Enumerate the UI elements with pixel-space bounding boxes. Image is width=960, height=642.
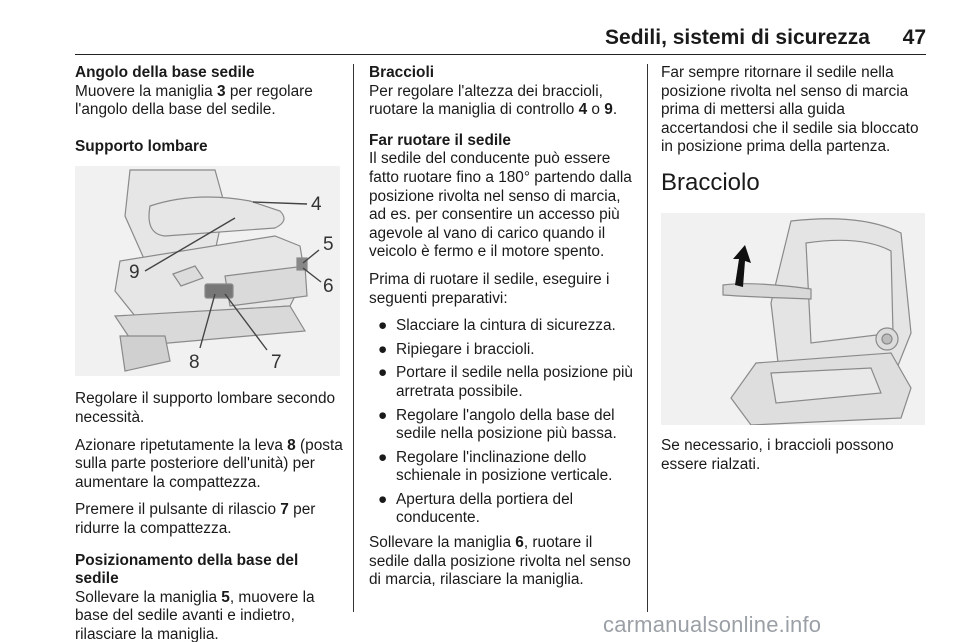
- paragraph-armrests-raised: Se necessario, i braccioli possono essere rialzati.: [661, 436, 894, 473]
- list-item: ● Regolare l'inclinazione dello schienale in posizione verticale.: [378, 448, 613, 485]
- list-item: ● Portare il sedile nella posizione più arretrata possibile.: [378, 364, 633, 400]
- heading-armrests: Braccioli: [369, 64, 435, 81]
- paragraph-rotate-info: Il sedile del conducente può essere fatto ruotare fino a 180° partendo dalla posizione rivolta nel senso di marcia, ad es. per consentire un accesso più agevole al vano di carico quando il veicolo è fermo e il motore spento.: [369, 150, 632, 261]
- paragraph-armrest-height: Per regolare l'altezza dei braccioli, ruotare la maniglia di controllo 4 o 9.: [369, 82, 618, 119]
- figure-label-5: 5: [323, 234, 334, 256]
- figure-label-8: 8: [189, 352, 200, 374]
- figure-label-9: 9: [129, 262, 140, 284]
- list-item: ● Ripiegare i braccioli.: [378, 340, 535, 358]
- paragraph-lever-8: Azionare ripetutamente la leva 8 (posta sulla parte posteriore dell'unità) per aumentare la compattezza.: [75, 436, 343, 491]
- paragraph-handle-6: Sollevare la maniglia 6, ruotare il sedile dalla posizione rivolta nel senso di marcia, rilasciare la maniglia.: [369, 534, 631, 589]
- heading-seat-base-angle: Angolo della base sedile: [75, 64, 255, 81]
- page-number: 47: [902, 26, 926, 49]
- column-divider-2: [647, 64, 648, 612]
- heading-armrest: Bracciolo: [661, 168, 760, 196]
- column-2: [369, 64, 634, 599]
- paragraph-return-seat: Far sempre ritornare il sedile nella posizione rivolta nel senso di marcia prima di mettersi alla guida accertandosi che il sedile sia bloccato in posizione prima della partenza.: [661, 64, 919, 156]
- list-item: ● Regolare l'angolo della base del sedile nella posizione più bassa.: [378, 406, 617, 443]
- figure-label-7: 7: [271, 352, 282, 374]
- figure-label-4: 4: [311, 194, 322, 216]
- watermark: carmanualsonline.info: [603, 612, 822, 637]
- armrest-figure: [661, 213, 925, 425]
- column-1: [75, 64, 345, 642]
- header-rule: [75, 54, 926, 55]
- heading-seat-base-position: Posizionamento della base del sedile: [75, 551, 299, 588]
- paragraph-handle-5: Sollevare la maniglia 5, muovere la base del sedile avanti e indietro, rilasciare la maniglia.: [75, 588, 315, 642]
- heading-lumbar-support: Supporto lombare: [75, 137, 208, 155]
- paragraph-preparations: Prima di ruotare il sedile, eseguire i seguenti preparativi:: [369, 270, 610, 307]
- list-item: ● Slacciare la cintura di sicurezza.: [378, 317, 616, 335]
- heading-rotate-seat: Far ruotare il sedile: [369, 131, 511, 149]
- figure-label-6: 6: [323, 276, 334, 298]
- list-item: ● Apertura della portiera del conducente.: [378, 490, 574, 527]
- column-3: [661, 64, 929, 483]
- page-header: [75, 24, 926, 52]
- preparation-list: [369, 317, 634, 528]
- lumbar-support-figure: [75, 166, 340, 376]
- paragraph-button-7: Premere il pulsante di rilascio 7 per ridurre la compattezza.: [75, 501, 316, 537]
- paragraph-seat-base-angle: Muovere la maniglia 3 per regolare l'angolo della base del sedile.: [75, 82, 313, 119]
- page-title: Sedili, sistemi di sicurezza: [605, 26, 870, 49]
- paragraph-lumbar-adjust: Regolare il supporto lombare secondo necessità.: [75, 390, 336, 426]
- column-divider-1: [353, 64, 354, 612]
